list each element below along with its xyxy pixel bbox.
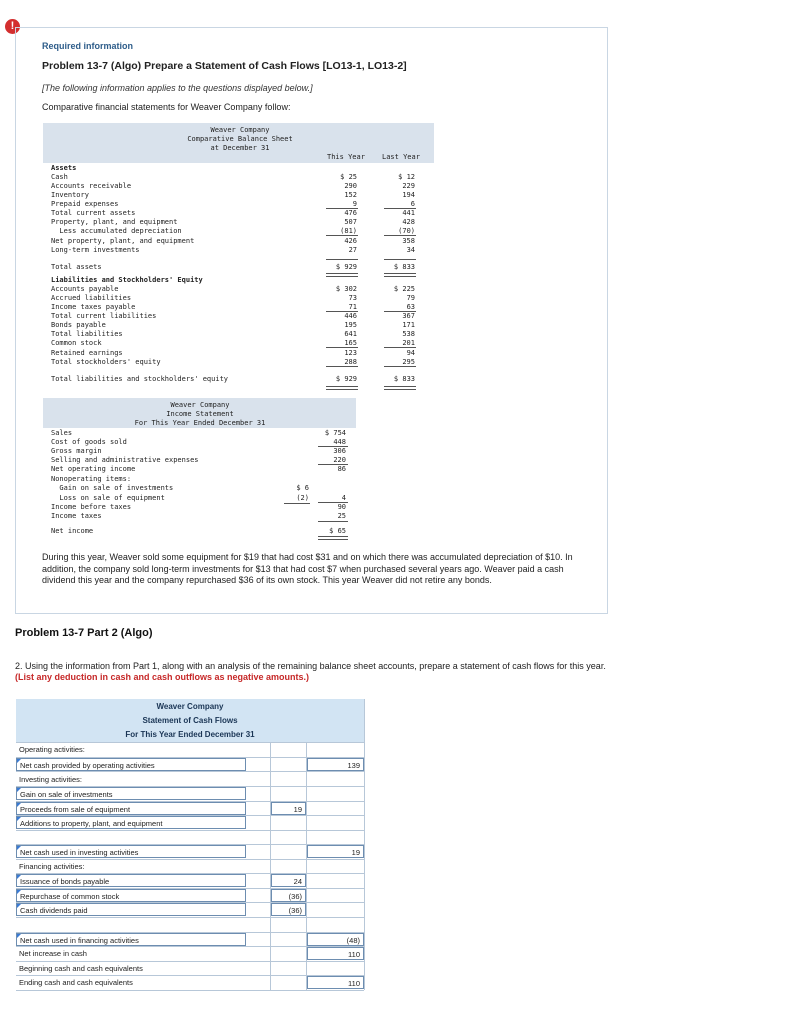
scf-header	[16, 699, 364, 743]
bs-row-label: Property, plant, and equipment	[51, 218, 178, 226]
bs-row-this-year: $ 929	[335, 263, 357, 271]
bs-row-this-year: 641	[344, 330, 357, 338]
bs-row-label: Accrued liabilities	[51, 294, 132, 302]
bs-row-this-year: 507	[344, 218, 357, 226]
bs-row-last-year: 201	[402, 339, 415, 347]
is-row-outer: $ 754	[324, 429, 346, 437]
scf-row-mid-amount[interactable]: (36)	[271, 889, 306, 902]
bs-double-underline	[326, 386, 358, 390]
bs-row-label: Total liabilities	[51, 330, 123, 338]
is-underline	[318, 464, 348, 465]
bs-row-label: Accounts payable	[51, 285, 119, 293]
intro-text: Comparative financial statements for Weaver Company follow:	[42, 102, 291, 112]
required-heading: Required information	[42, 41, 134, 51]
bs-row-last-year: 79	[406, 294, 415, 302]
is-underline	[318, 502, 348, 503]
part2-instruction	[15, 661, 610, 683]
is-period: For This Year Ended December 31	[134, 419, 266, 427]
bs-row-this-year: 446	[344, 312, 357, 320]
is-row-outer: 86	[337, 465, 346, 473]
scf-row-label: Net increase in cash	[19, 949, 87, 958]
scf-row-right-amount[interactable]: 110	[307, 947, 364, 960]
scf-gridline	[16, 917, 364, 918]
is-row-label: Nonoperating items:	[51, 475, 132, 483]
is-row-label: Gross margin	[51, 447, 102, 455]
bs-row-label: Retained earnings	[51, 349, 123, 357]
is-row-inner: (2)	[296, 494, 309, 502]
scf-row-mid-amount	[271, 962, 306, 975]
scf-row-label[interactable]: Repurchase of common stock	[16, 889, 246, 902]
bs-row-this-year: 9	[352, 200, 357, 208]
scf-subtitle: Statement of Cash Flows	[142, 716, 238, 725]
applies-note: [The following information applies to the questions displayed below.]	[42, 83, 313, 93]
bs-row-this-year: 426	[344, 237, 357, 245]
scf-row-mid-amount[interactable]: 19	[271, 802, 306, 815]
scf-row-right-amount	[307, 889, 364, 902]
bs-row-this-year: 288	[344, 358, 357, 366]
bs-row-label: Accounts receivable	[51, 182, 132, 190]
bs-underline	[384, 311, 416, 312]
instruction-red: (List any deduction in cash and cash outflows as negative amounts.)	[15, 672, 310, 682]
is-row-label: Income before taxes	[51, 503, 132, 511]
bs-row-last-year: 428	[402, 218, 415, 226]
scf-row-label[interactable]: Additions to property, plant, and equipment	[16, 816, 246, 829]
bs-col-last-year: Last Year	[382, 153, 420, 161]
scf-row-right-amount	[307, 802, 364, 815]
is-row-outer: 220	[333, 456, 346, 464]
bs-row-label: Total assets	[51, 263, 102, 271]
is-row-outer: 25	[337, 512, 346, 520]
is-row-inner: $ 6	[296, 484, 309, 492]
scf-col-divider	[364, 699, 365, 990]
scf-row-mid-amount	[271, 816, 306, 829]
bs-row-last-year: $ 833	[393, 375, 415, 383]
bs-row-last-year: $ 833	[393, 263, 415, 271]
bs-row-this-year: 123	[344, 349, 357, 357]
bs-row-label: Inventory	[51, 191, 89, 199]
bs-row-label: Net property, plant, and equipment	[51, 237, 195, 245]
bs-underline	[326, 208, 358, 209]
bs-row-last-year: 367	[402, 312, 415, 320]
bs-row-last-year: 441	[402, 209, 415, 217]
bs-underline	[326, 347, 358, 348]
bs-underline	[326, 235, 358, 236]
bs-row-this-year: $ 25	[340, 173, 357, 181]
bs-date: at December 31	[210, 144, 270, 152]
scf-row-right-amount	[307, 816, 364, 829]
bs-row-last-year: $ 225	[393, 285, 415, 293]
bs-row-label: Total liabilities and stockholders' equity	[51, 375, 229, 383]
instruction-text: 2. Using the information from Part 1, along with an analysis of the remaining balance sheet accounts, prepare a statement of cash flows for this year.	[15, 661, 606, 671]
is-row-outer: 4	[341, 494, 346, 502]
scf-row-label[interactable]: Cash dividends paid	[16, 903, 246, 916]
bs-underline	[384, 347, 416, 348]
bs-double-underline	[384, 273, 416, 277]
bs-row-label: Bonds payable	[51, 321, 106, 329]
bs-double-underline	[384, 386, 416, 390]
bs-title: Weaver Company	[210, 126, 270, 134]
bs-row-this-year: 195	[344, 321, 357, 329]
bs-row-this-year: 73	[348, 294, 357, 302]
bs-row-last-year: (70)	[398, 227, 415, 235]
scf-row-mid-amount	[271, 787, 306, 800]
bs-row-label: Less accumulated depreciation	[51, 227, 182, 235]
scf-row-label: Beginning cash and cash equivalents	[19, 964, 143, 973]
bs-row-this-year: (81)	[340, 227, 357, 235]
bs-row-last-year: $ 12	[398, 173, 415, 181]
bs-row-label: Assets	[51, 164, 77, 172]
scf-row-right-amount	[307, 903, 364, 916]
scf-row-mid-amount	[271, 933, 306, 946]
scf-row-mid-amount	[271, 845, 306, 858]
bs-row-last-year: 194	[402, 191, 415, 199]
scf-row-mid-amount	[271, 743, 306, 756]
is-row-label: Net operating income	[51, 465, 136, 473]
bs-row-this-year: 71	[348, 303, 357, 311]
scf-gridline	[16, 990, 364, 991]
scf-title: Weaver Company	[156, 702, 224, 711]
bs-row-last-year: 538	[402, 330, 415, 338]
scf-row-right-amount[interactable]: 139	[307, 758, 364, 771]
scf-row-mid-amount[interactable]: (36)	[271, 903, 306, 916]
scf-row-right-amount[interactable]: 19	[307, 845, 364, 858]
bs-row-last-year: 229	[402, 182, 415, 190]
is-row-label: Gain on sale of investments	[51, 484, 174, 492]
bs-row-label: Common stock	[51, 339, 102, 347]
bs-row-this-year: 290	[344, 182, 357, 190]
bs-underline	[384, 366, 416, 367]
scf-row-right-amount	[307, 773, 364, 786]
bs-row-label: Cash	[51, 173, 68, 181]
problem-paragraph: During this year, Weaver sold some equipment for $19 that had cost $31 and on which there was accumulated depreciation of $10. In addition, the company sold long-term investments for $13 that had cost $7 when purchased several years ago. Weaver paid a cash dividend this year and the company repurchased $36 of its own stock. This year Weaver did not retire any bonds.	[42, 552, 573, 585]
scf-row-label[interactable]: Net cash used in investing activities	[16, 845, 246, 858]
scf-row-label: Investing activities:	[19, 775, 82, 784]
scf-period: For This Year Ended December 31	[125, 730, 255, 739]
scf-row-label[interactable]: Net cash provided by operating activities	[16, 758, 246, 771]
scf-row-right-amount[interactable]: 110	[307, 976, 364, 989]
is-row-outer: 90	[337, 503, 346, 511]
scf-row-mid-amount[interactable]: 24	[271, 874, 306, 887]
bs-row-label: Total current liabilities	[51, 312, 157, 320]
is-row-label: Cost of goods sold	[51, 438, 127, 446]
scf-row-right-amount	[307, 743, 364, 756]
scf-row-label[interactable]: Proceeds from sale of equipment	[16, 802, 246, 815]
bs-row-label: Total current assets	[51, 209, 136, 217]
bs-col-this-year: This Year	[327, 153, 365, 161]
bs-underline	[326, 366, 358, 367]
is-row-outer: 306	[333, 447, 346, 455]
scf-row-right-amount[interactable]: (48)	[307, 933, 364, 946]
scf-row-label: Ending cash and cash equivalents	[19, 978, 133, 987]
alert-icon: !	[5, 19, 20, 34]
scf-row-right-amount	[307, 962, 364, 975]
is-underline	[318, 446, 348, 447]
bs-row-last-year: 63	[406, 303, 415, 311]
is-row-outer: $ 65	[329, 527, 346, 535]
bs-underline	[384, 235, 416, 236]
scf-row-right-amount	[307, 787, 364, 800]
bs-row-label: Prepaid expenses	[51, 200, 119, 208]
bs-underline	[326, 311, 358, 312]
scf-row-mid-amount	[271, 773, 306, 786]
scf-gridline	[16, 830, 364, 831]
bs-row-last-year: 34	[406, 246, 415, 254]
scf-row-right-amount	[307, 874, 364, 887]
is-title: Weaver Company	[170, 401, 230, 409]
bs-subtitle: Comparative Balance Sheet	[187, 135, 293, 143]
is-row-label: Income taxes	[51, 512, 102, 520]
bs-row-this-year: 152	[344, 191, 357, 199]
is-row-label: Selling and administrative expenses	[51, 456, 199, 464]
is-double-underline	[318, 536, 348, 540]
is-underline	[318, 521, 348, 522]
bs-row-last-year: 171	[402, 321, 415, 329]
scf-row-mid-amount	[271, 947, 306, 960]
bs-row-last-year: 295	[402, 358, 415, 366]
bs-row-label: Liabilities and Stockholders' Equity	[51, 276, 203, 284]
bs-row-this-year: $ 302	[335, 285, 357, 293]
bs-row-label: Total stockholders' equity	[51, 358, 161, 366]
bs-row-last-year: 6	[410, 200, 415, 208]
is-row-label: Loss on sale of equipment	[51, 494, 165, 502]
scf-row-mid-amount	[271, 758, 306, 771]
bs-row-last-year: 94	[406, 349, 415, 357]
bs-underline	[384, 208, 416, 209]
scf-row-label: Financing activities:	[19, 862, 85, 871]
scf-row-right-amount	[307, 860, 364, 873]
bs-row-label: Long-term investments	[51, 246, 140, 254]
scf-row-mid-amount	[271, 860, 306, 873]
bs-row-label: Income taxes payable	[51, 303, 136, 311]
problem-title: Problem 13-7 (Algo) Prepare a Statement of Cash Flows [LO13-1, LO13-2]	[42, 60, 407, 72]
is-row-label: Net income	[51, 527, 94, 535]
bs-row-this-year: $ 929	[335, 375, 357, 383]
scf-row-label[interactable]: Issuance of bonds payable	[16, 874, 246, 887]
is-subtitle: Income Statement	[166, 410, 234, 418]
bs-underline	[326, 259, 358, 260]
is-underline	[284, 503, 310, 504]
part2-title: Problem 13-7 Part 2 (Algo)	[15, 627, 153, 639]
scf-row-label[interactable]: Net cash used in financing activities	[16, 933, 246, 946]
bs-row-this-year: 476	[344, 209, 357, 217]
is-row-label: Sales	[51, 429, 73, 437]
bs-double-underline	[326, 273, 358, 277]
bs-underline	[384, 259, 416, 260]
scf-row-label[interactable]: Gain on sale of investments	[16, 787, 246, 800]
is-row-outer: 448	[333, 438, 346, 446]
scf-row-label: Operating activities:	[19, 745, 85, 754]
bs-row-this-year: 27	[348, 246, 357, 254]
bs-row-last-year: 358	[402, 237, 415, 245]
bs-row-this-year: 165	[344, 339, 357, 347]
